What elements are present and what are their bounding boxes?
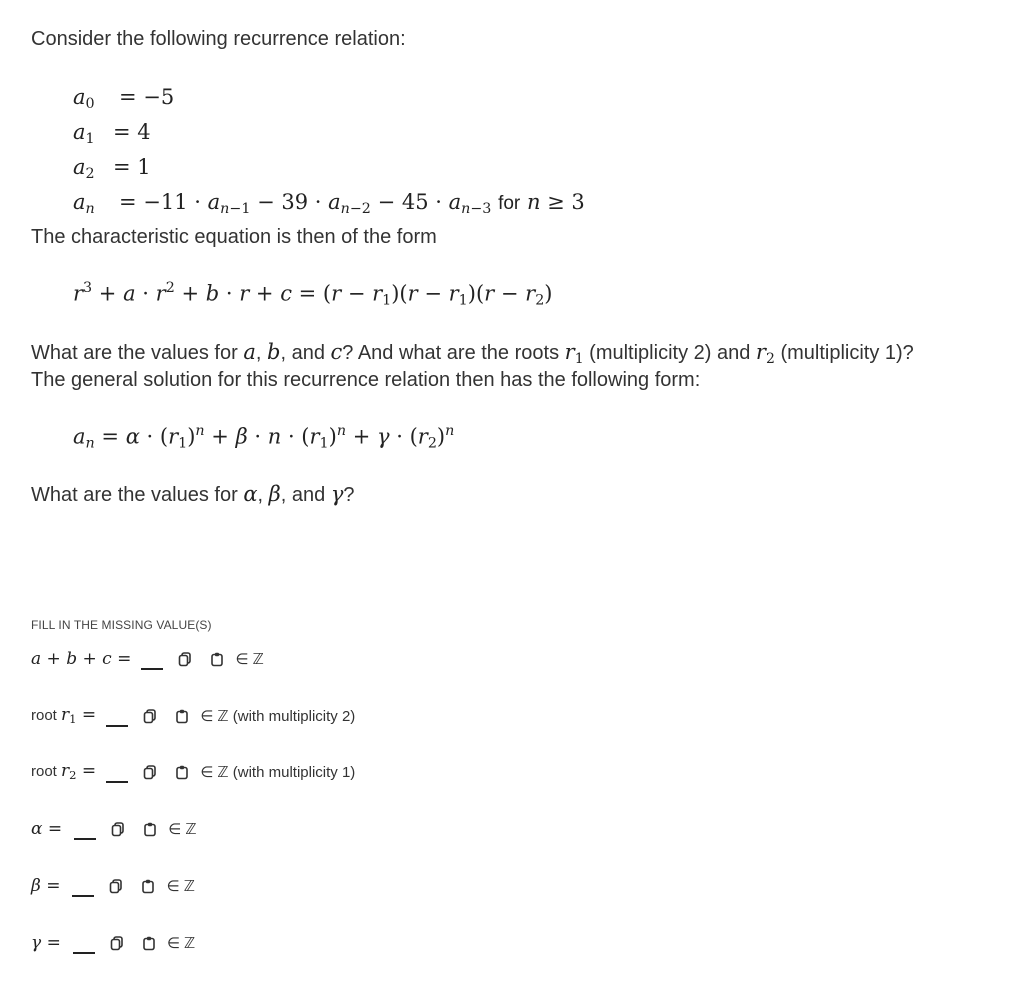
alpha-set: ∈ ℤ — [168, 821, 197, 838]
q1-text-4: (multiplicity 2) and — [589, 342, 751, 364]
q1-text-2: , and — [280, 342, 325, 364]
paste-icon[interactable] — [209, 651, 225, 667]
question1-line1: What are the values for a, b, and c? And what are the roots $r_1$ (multiplicity 2) and $r_2$ (multiplicity 1)? — [31, 340, 914, 367]
a0-value: −5 — [143, 85, 175, 109]
question2: What are the values for α, β, and γ? — [31, 482, 355, 506]
r1-label: root $r_1$ = — [31, 705, 97, 727]
question1-line2: The general solution for this recurrence relation then has the following form: — [31, 369, 701, 391]
answer-row-abc — [31, 648, 264, 670]
alpha-label: α = — [31, 819, 63, 839]
abc-set: ∈ ℤ — [235, 651, 264, 668]
recurrence-a1: $a_1$ = 4 — [73, 119, 151, 147]
copy-icon[interactable] — [110, 821, 126, 837]
paste-icon[interactable] — [141, 935, 157, 951]
answer-row-gamma — [31, 932, 195, 954]
recurrence-an: $a_n$ = − 11 · $a_{n-1}$ − 39 · $a_{n-2}$ − 45 · $a_{n-3}$ for n ≥ 3 — [73, 189, 585, 217]
copy-icon[interactable] — [108, 878, 124, 894]
gamma-label: γ = — [31, 933, 61, 953]
r2-input[interactable] — [106, 761, 128, 783]
abc-label: a + b + c = — [31, 649, 132, 669]
q2-text-1: What are the values for — [31, 484, 238, 506]
intro-text: Consider the following recurrence relation: — [31, 28, 406, 50]
a2-value: 1 — [137, 154, 151, 179]
characteristic-equation: $r^3 + a \cdot r^2 + b \cdot r + c = (r - r_1)(r - r_1)(r - r_2)$ — [73, 280, 553, 309]
r1-set: ∈ ℤ (with multiplicity 2) — [200, 708, 356, 725]
copy-icon[interactable] — [142, 764, 158, 780]
paste-icon[interactable] — [174, 764, 190, 780]
recurrence-a0: $a_0$ = −5 — [73, 85, 175, 112]
q1-text-5: (multiplicity 1)? — [780, 342, 914, 364]
q1-text-1: What are the values for — [31, 342, 238, 364]
copy-icon[interactable] — [109, 935, 125, 951]
copy-icon[interactable] — [177, 651, 193, 667]
char-eq-intro: The characteristic equation is then of the form — [31, 226, 437, 248]
an-coef1: 11 — [160, 189, 188, 214]
paste-icon[interactable] — [140, 878, 156, 894]
answer-row-alpha — [31, 818, 197, 840]
root-word-2: root — [31, 763, 57, 781]
recurrence-block — [73, 83, 585, 223]
answer-row-r1 — [31, 705, 355, 727]
abc-input[interactable] — [141, 648, 163, 670]
r2-label: root $r_2$ = — [31, 761, 97, 783]
r2-set: ∈ ℤ (with multiplicity 1) — [200, 764, 356, 781]
q2-text-3: ? — [343, 484, 355, 506]
recurrence-a2: $a_2$ = 1 — [73, 154, 151, 182]
for-word: for — [498, 192, 521, 214]
paste-icon[interactable] — [142, 821, 158, 837]
alpha-input[interactable] — [74, 818, 96, 840]
copy-icon[interactable] — [142, 708, 158, 724]
beta-input[interactable] — [72, 875, 94, 897]
an-coef3: 45 — [401, 189, 429, 214]
beta-label: β = — [31, 876, 61, 896]
r1-input[interactable] — [106, 705, 128, 727]
q1-text-3: ? And what are the roots — [342, 342, 560, 364]
gamma-input[interactable] — [73, 932, 95, 954]
answer-row-beta — [31, 875, 195, 897]
general-solution: $a_n = \alpha \cdot (r_1)^n + \beta \cdot n \cdot (r_1)^n + \gamma \cdot (r_2)^n$ — [73, 423, 455, 452]
condition-value: 3 — [571, 189, 585, 214]
an-coef2: 39 — [281, 189, 309, 214]
root-word-1: root — [31, 707, 57, 725]
a1-value: 4 — [137, 119, 151, 144]
answer-row-r2 — [31, 761, 355, 783]
paste-icon[interactable] — [174, 708, 190, 724]
q2-text-2: , and — [280, 484, 326, 506]
fill-in-title: FILL IN THE MISSING VALUE(S) — [31, 618, 212, 632]
beta-set: ∈ ℤ — [166, 878, 195, 895]
gamma-set: ∈ ℤ — [166, 935, 196, 952]
